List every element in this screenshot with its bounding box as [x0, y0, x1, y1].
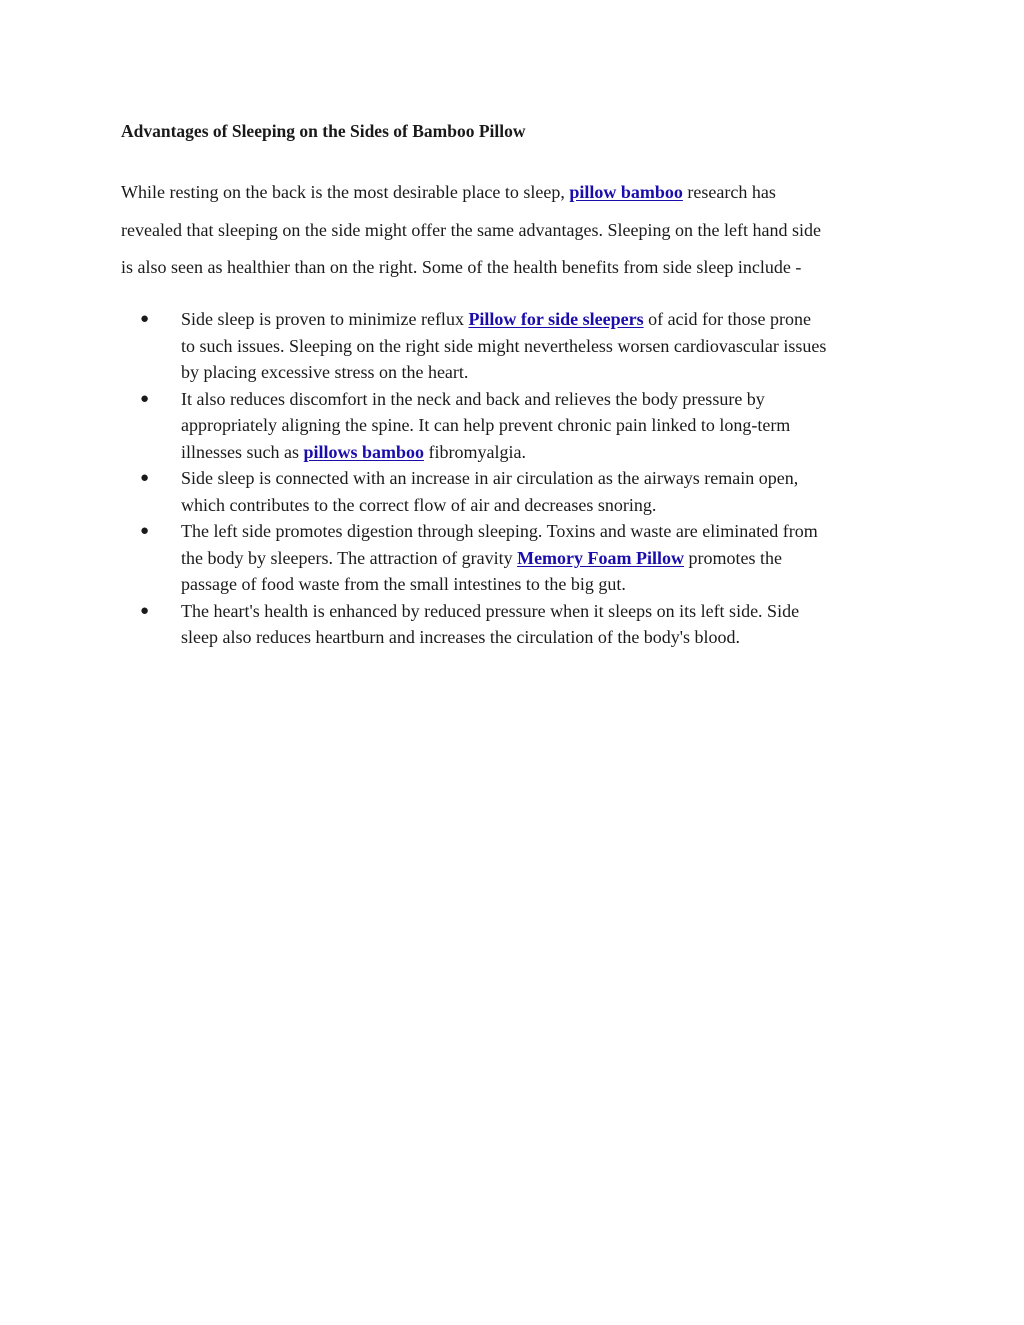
intro-text: While resting on the back is the most desirable place to sleep,: [121, 182, 570, 202]
list-item-text: Side sleep is proven to minimize reflux: [181, 309, 469, 329]
bullet-icon: ●: [140, 523, 150, 539]
list-item-text: promotes the: [684, 547, 783, 568]
list-item: [121, 518, 921, 598]
list-item-line: The left side promotes digestion through sleeping. Toxins and waste are eliminated from: [181, 521, 818, 541]
list-item: [121, 306, 921, 386]
intro-line-3: is also seen as healthier than on the right. Some of the health benefits from side sleep include -: [121, 257, 802, 277]
list-item-line: [181, 306, 921, 333]
bullet-icon: ●: [140, 311, 150, 327]
document-title: Advantages of Sleeping on the Sides of Bamboo Pillow: [121, 121, 526, 141]
intro-line-2: revealed that sleeping on the side might offer the same advantages. Sleeping on the left hand side: [121, 219, 821, 240]
list-item: [121, 598, 921, 651]
list-item-line: [181, 545, 921, 572]
list-item-line: The heart's health is enhanced by reduced pressure when it sleeps on its left side. Side: [181, 600, 800, 621]
intro-text: research has: [682, 182, 776, 202]
intro-line-1: [121, 174, 911, 212]
bullet-icon: ●: [140, 390, 150, 407]
pillow-bamboo-link[interactable]: pillow bamboo: [569, 182, 683, 202]
list-item: [121, 386, 921, 466]
memory-foam-pillow-link[interactable]: Memory Foam Pillow: [517, 547, 685, 568]
list-item-text: fibromyalgia.: [424, 441, 527, 462]
intro-paragraph: [121, 174, 911, 287]
list-item: [121, 465, 921, 518]
list-item-line: by placing excessive stress on the heart.: [181, 362, 469, 382]
list-item-line: [181, 439, 921, 466]
list-item-line: It also reduces discomfort in the neck and back and relieves the body pressure by: [181, 388, 765, 409]
list-item-text: illnesses such as: [181, 441, 304, 462]
bullet-icon: ●: [140, 470, 150, 486]
list-item-line: Side sleep is connected with an increase in air circulation as the airways remain open,: [181, 468, 799, 488]
benefits-list: [121, 306, 921, 651]
list-item-line: to such issues. Sleeping on the right side might nevertheless worsen cardiovascular issues: [181, 335, 827, 356]
list-item-line: appropriately aligning the spine. It can help prevent chronic pain linked to long-term: [181, 415, 791, 435]
pillow-for-side-sleepers-link[interactable]: Pillow for side sleepers: [468, 309, 644, 329]
list-item-text: of acid for those prone: [643, 309, 812, 329]
bullet-icon: ●: [140, 602, 150, 619]
pillows-bamboo-link[interactable]: pillows bamboo: [303, 441, 425, 462]
list-item-line: passage of food waste from the small intestines to the big gut.: [181, 574, 626, 594]
list-item-text: the body by sleepers. The attraction of gravity: [181, 547, 518, 568]
list-item-line: sleep also reduces heartburn and increases the circulation of the body's blood.: [181, 627, 741, 647]
list-item-line: which contributes to the correct flow of air and decreases snoring.: [181, 494, 657, 515]
